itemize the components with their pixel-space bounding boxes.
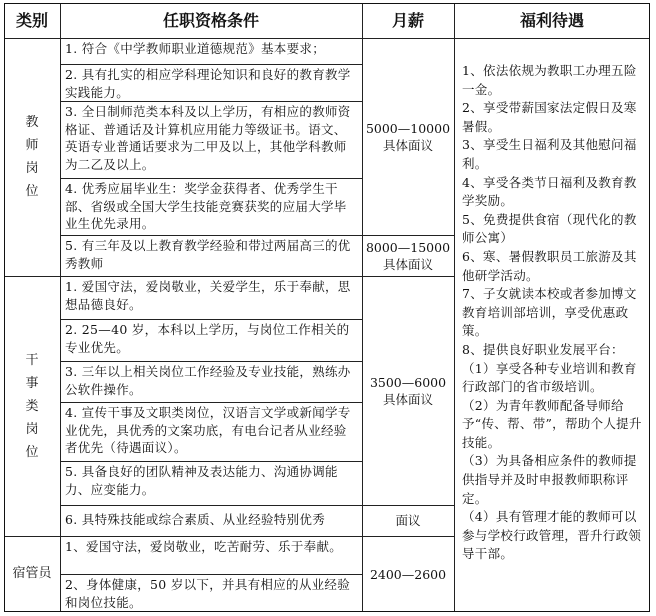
benefit-item: （4）具有管理才能的教师可以参与学校行政管理，晋升行政领导干部。	[462, 509, 642, 562]
category-label: 干事类岗位	[25, 352, 39, 460]
requirement-item: 3. 三年以上相关岗位工作经验及专业技能，熟练办公软件操作。	[65, 364, 351, 397]
requirement-item: 1. 符合《中学教师职业道德规范》基本要求；	[65, 41, 326, 56]
requirement-item: 2、身体健康，50 岁以下，并具有相应的从业经验和岗位技能。	[65, 577, 351, 610]
salary-range: 8000—15000	[365, 239, 451, 255]
requirement-item: 2. 25—40 岁，本科以上学历，与岗位工作相关的专业优先。	[65, 322, 350, 355]
benefit-item: （3）为具备相应条件的教师提供指导并及时申报教师职称评定。	[462, 453, 637, 506]
requirement-item: 5. 有三年及以上教育教学经验和带过两届高三的优秀教师	[65, 238, 351, 271]
salary-range: 3500—6000	[369, 374, 447, 390]
table-border	[4, 3, 650, 612]
requirement-item: 6. 具特殊技能或综合素质、从业经验特别优秀	[65, 512, 326, 527]
salary-note: 具体面议	[382, 256, 433, 272]
requirement-item: 2. 具有扎实的相应学科理论知识和良好的教育教学实践能力。	[65, 67, 351, 100]
salary-note: 面议	[395, 513, 421, 528]
header-benefits: 福利待遇	[519, 10, 584, 30]
salary-note: 具体面议	[382, 137, 433, 153]
benefit-item: 2、享受带薪国家法定假日及寒暑假。	[462, 100, 637, 134]
requirement-item: 1、爱国守法，爱岗敬业，吃苦耐劳、乐于奉献。	[65, 539, 343, 554]
benefit-item: 3、享受生日福利及其他慰问福利。	[462, 137, 637, 171]
category-label: 宿管员	[12, 566, 52, 582]
salary-range: 5000—10000	[365, 120, 451, 136]
requirement-item: 4. 优秀应届毕业生：奖学金获得者、优秀学生干部、省级或全国大学生技能竞赛获奖的应届大学毕业生优先录用。	[65, 181, 347, 231]
header-salary: 月薪	[391, 10, 424, 30]
requirement-item: 4. 宣传干事及文职类岗位，汉语言文学或新闻学专业优先，具优秀的文案功底，有电台记者从业经验者优先（待遇面议）。	[65, 405, 351, 455]
recruitment-table	[4, 3, 650, 612]
salary-range: 2400—2600	[369, 566, 447, 582]
benefit-item: 1、依法依规为教职工办理五险一金。	[462, 63, 637, 97]
benefit-item: 6、寒、暑假教职员工旅游及其他研学活动。	[462, 248, 637, 283]
requirement-item: 3. 全日制师范类本科及以上学历，有相应的教师资格证、普通话及计算机应用能力等级证书。语文、英语专业普通话要求为二甲及以上，其他学科教师为二乙及以上。	[65, 104, 351, 172]
salary-note: 具体面议	[382, 391, 433, 407]
benefit-item: 5、免费提供食宿（现代化的教师公寓）	[462, 211, 637, 246]
requirement-item: 1. 爱国守法，爱岗敬业，关爱学生，乐于奉献，思想品德良好。	[65, 279, 351, 312]
benefit-item: 7、子女就读本校或者参加博文教育培训部培训，享受优惠政策。	[462, 286, 637, 339]
requirement-item: 5. 具备良好的团队精神及表达能力、沟通协调能力、应变能力。	[65, 464, 338, 497]
benefit-item: （2）为青年教师配备导师给予“传、帮、带”，帮助个人提升技能。	[462, 397, 642, 450]
header-requirements: 任职资格条件	[162, 10, 259, 30]
benefit-item: 4、享受各类节日福利及教育教学奖励。	[462, 174, 637, 209]
header-category: 类别	[15, 10, 48, 30]
category-label: 教师岗位	[25, 115, 39, 199]
benefit-item: 8、提供良好职业发展平台：	[462, 341, 624, 357]
benefit-item: （1）享受各种专业培训和教育行政部门的省市级培训。	[462, 360, 637, 395]
